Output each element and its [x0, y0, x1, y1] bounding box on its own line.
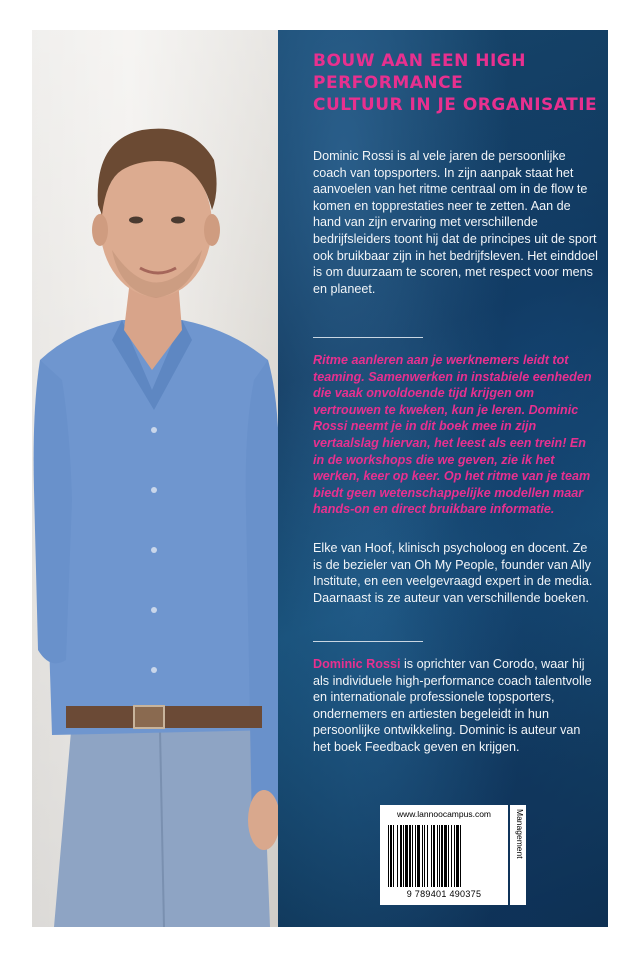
- barcode-block: [380, 805, 508, 905]
- publisher-url: www.lannoocampus.com: [396, 809, 491, 819]
- author-bio: [313, 656, 598, 756]
- barcode-icon: [386, 825, 502, 887]
- divider-1: [313, 337, 423, 338]
- headline: [313, 50, 603, 116]
- divider-2: [313, 641, 423, 642]
- category-label: Management: [515, 809, 525, 859]
- text-panel: [278, 30, 608, 927]
- book-back-cover: [32, 30, 608, 927]
- isbn-number: 9 789401 490375: [406, 889, 482, 899]
- author-name: Dominic Rossi: [313, 657, 401, 671]
- endorsement-quote: Ritme aanleren aan je werknemers leidt tot teaming. Samenwerken in instabiele eenheden die vaak onvoldoende tijd krijgen om vertrouwen te kweken, kun je leren. Dominic Rossi neemt je in dit boek mee in zijn vertaalslag hiervan, het leest als een trein! En in de workshops die we geven, zie ik het werken, keer op keer. Op het ritme van je team biedt geen wetenschappelijke modellen maar hands-on en direct bruikbare informatie.: [313, 353, 592, 517]
- category-label-box: [510, 805, 526, 905]
- author-bio-text: is oprichter van Corodo, waar hij als individuele high-performance coach talentvolle en internationale professionele topsporters, ondernemers en artiesten begeleidt in hun persoonlijke ontwikkeling. Dominic is auteur van het boek Feedback geven en krijgen.: [313, 657, 592, 754]
- author-portrait-illustration: [32, 30, 278, 927]
- headline-line-2: CULTUUR IN JE ORGANISATIE: [313, 95, 598, 115]
- author-photo: [32, 30, 278, 927]
- endorsement-attribution: Elke van Hoof, klinisch psycholoog en docent. Ze is de bezieler van Oh My People, founder van Ally Institute, en een veelgevraagd expert in de media. Daarnaast is ze auteur van verschillende boeken.: [313, 541, 593, 605]
- headline-line-1: BOUW AAN EEN HIGH PERFORMANCE: [313, 51, 526, 93]
- book-description: Dominic Rossi is al vele jaren de persoonlijke coach van topsporters. In zijn aanpak staat het aanvoelen van het ritme centraal om in de flow te komen en topprestaties neer te zetten. Aan de hand van zijn ervaring met verschillende bedrijfsleiders toont hij dat de principes uit de sport ook bruikbaar zijn in het bedrijfsleven. Het einddoel is om duurzaam te scoren, met respect voor mens en planeet.: [313, 149, 598, 296]
